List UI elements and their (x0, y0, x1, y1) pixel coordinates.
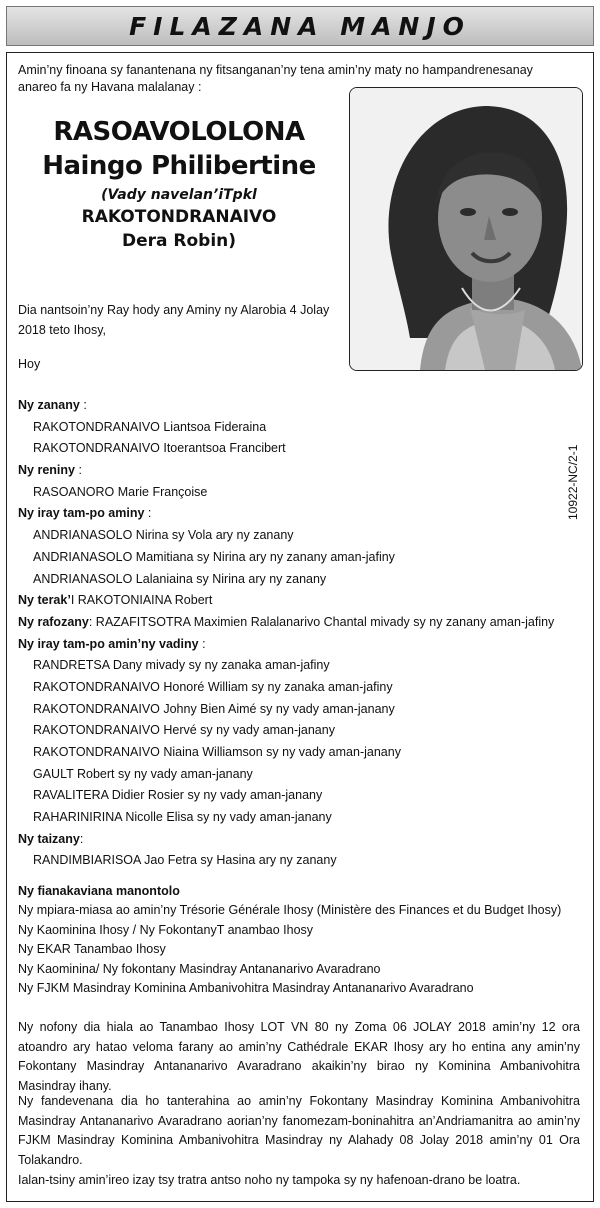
family-group-label: Ny terak’ (18, 593, 71, 608)
family-member (18, 699, 583, 721)
family-line-text: ANDRIANASOLO Lalaniaina sy Nirina ary ny zanany (33, 571, 327, 586)
family-line-text: RAVALITERA Didier Rosier sy ny vady aman-janany (33, 788, 323, 803)
family-member (18, 742, 583, 764)
thanks-block (18, 882, 583, 998)
family-list (18, 395, 583, 872)
thanks-heading: Ny fianakaviana manontolo (18, 884, 180, 898)
family-group-label: Ny reniny (18, 463, 75, 478)
deceased-given-name: Haingo Philibertine (42, 151, 316, 181)
family-group-heading (18, 395, 583, 417)
burial-paragraph: Ny fandevenana dia ho tanterahina ao amin’ny Fokontany Masindray Kominina Ambanivohitra Masindray Antananarivo Avaradrano aorian’ny fanomezam-boninahitra an’Andriamanitra ao amin’ny FJKM Masindray Kominina Ambanivohitra Masindray ny Alahady 08 Jolay 2018 amin’ny 01 Ora Tolakandro. (18, 1094, 580, 1167)
family-line-text: RANDRETSA Dany mivady sy ny zanaka aman-jafiny (33, 658, 330, 673)
family-group-heading (18, 503, 583, 525)
family-line-text: RAKOTONDRANAIVO Liantsoa Fideraina (33, 419, 267, 434)
deceased-surname: RASOAVOLOLONA (53, 117, 305, 147)
family-member (18, 569, 583, 591)
family-member (18, 482, 583, 504)
funeral-departure-paragraph: Ny nofony dia hiala ao Tanambao Ihosy LOT VN 80 ny Zoma 06 JOLAY 2018 amin’ny 12 ora atoandro ary hatao veloma farany ao amin’ny Cathédrale EKAR Ihosy ary ho entina any amin’ny Fokontany Masindray Antananarivo Avaradrano akaikin’ny birao ny Kominina Ambanivohitra Masindray ihany. (18, 1020, 580, 1093)
thanks-line: Ny EKAR Tanambao Ihosy (18, 942, 166, 957)
deceased-name-block (16, 115, 342, 253)
family-line-text: GAULT Robert sy ny vady aman-janany (33, 766, 253, 781)
family-group-heading (18, 612, 583, 634)
family-line-text: : RAZAFITSOTRA Maximien Ralalanarivo Chantal mivady sy ny zanany aman-jafiny (88, 614, 555, 629)
family-group-heading (18, 590, 583, 612)
family-member (18, 655, 583, 677)
family-group-label: Ny iray tam-po amin’ny vadiny (18, 636, 199, 651)
family-member (18, 720, 583, 742)
family-member (18, 677, 583, 699)
thanks-line: Ny Kaominina/ Ny fokontany Masindray Antananarivo Avaradrano (18, 961, 381, 976)
spouse-given-name: Dera Robin) (121, 231, 237, 251)
reference-code: 10922-NC/2-1 (566, 444, 580, 520)
intro-text: Amin’ny finoana sy fanantenana ny fitsanganan’ny tena amin’ny maty no hampandrenesanay anareo fa ny Havana malalanay : (18, 63, 533, 94)
family-line-text: RAKOTONDRANAIVO Hervé sy ny vady aman-janany (33, 723, 335, 738)
family-line-text: ANDRIANASOLO Nirina sy Vola ary ny zanany (33, 528, 294, 543)
family-member (18, 417, 583, 439)
death-notice: Dia nantsoin’ny Ray hody any Aminy ny Alarobia 4 Jolay 2018 teto Ihosy, (18, 303, 330, 337)
thanks-line: Ny FJKM Masindray Kominina Ambanivohitra Masindray Antananarivo Avaradrano (18, 981, 474, 996)
family-line-text: : (198, 636, 206, 651)
family-member (18, 785, 583, 807)
family-line-text: : (79, 831, 84, 846)
family-group-heading (18, 829, 583, 851)
family-line-text: RAKOTONDRANAIVO Honoré William sy ny zanaka aman-jafiny (33, 679, 393, 694)
family-line-text: RAKOTONDRANAIVO Niaina Williamson sy ny vady aman-janany (33, 745, 401, 759)
family-line-text: I RAKOTONIAINA Robert (70, 593, 213, 608)
family-member (18, 525, 583, 547)
family-line-text: : (79, 398, 87, 412)
family-group-heading (18, 634, 583, 656)
family-group-label: Ny taizany (18, 831, 80, 846)
family-group-label: Ny zanany (18, 398, 80, 412)
family-member (18, 547, 583, 569)
family-member (18, 764, 583, 786)
family-line-text: : (74, 463, 82, 478)
hoy-label: Hoy (18, 357, 41, 371)
portrait-photo (349, 87, 583, 371)
notice-title: FILAZANA MANJO (129, 11, 471, 41)
family-line-text: RAKOTONDRANAIVO Johny Bien Aimé sy ny vady aman-janany (33, 701, 395, 716)
family-line-text: RANDIMBIARISOA Jao Fetra sy Hasina ary ny zanany (33, 853, 337, 868)
thanks-line: Ny Kaominina Ihosy / Ny FokontanyT anambao Ihosy (18, 922, 314, 937)
family-group-heading (18, 460, 583, 482)
spouse-prefix: (Vady navelan’iTpkl (101, 187, 257, 203)
family-line-text: RAHARINIRINA Nicolle Elisa sy ny vady aman-janany (33, 810, 332, 825)
family-group-label: Ny rafozany (18, 614, 89, 629)
portrait-illustration (350, 88, 582, 370)
family-member (18, 807, 583, 829)
family-line-text: : (144, 506, 152, 521)
family-line-text: RAKOTONDRANAIVO Itoerantsoa Francibert (33, 441, 286, 456)
family-group-label: Ny iray tam-po aminy (18, 506, 145, 521)
apology-paragraph: Ialan-tsiny amin’ireo izay tsy tratra antso noho ny tampoka sy ny hafenoan-drano be loatra. (18, 1173, 521, 1187)
family-line-text: RASOANORO Marie Françoise (33, 484, 208, 499)
header-banner (6, 6, 594, 46)
spouse-surname: RAKOTONDRANAIVO (81, 207, 277, 227)
family-line-text: ANDRIANASOLO Mamitiana sy Nirina ary ny zanany aman-jafiny (33, 549, 395, 564)
thanks-line: Ny mpiara-miasa ao amin’ny Trésorie Générale Ihosy (Ministère des Finances et du Budget Ihosy) (18, 903, 562, 918)
family-member (18, 438, 583, 460)
family-member (18, 850, 583, 872)
